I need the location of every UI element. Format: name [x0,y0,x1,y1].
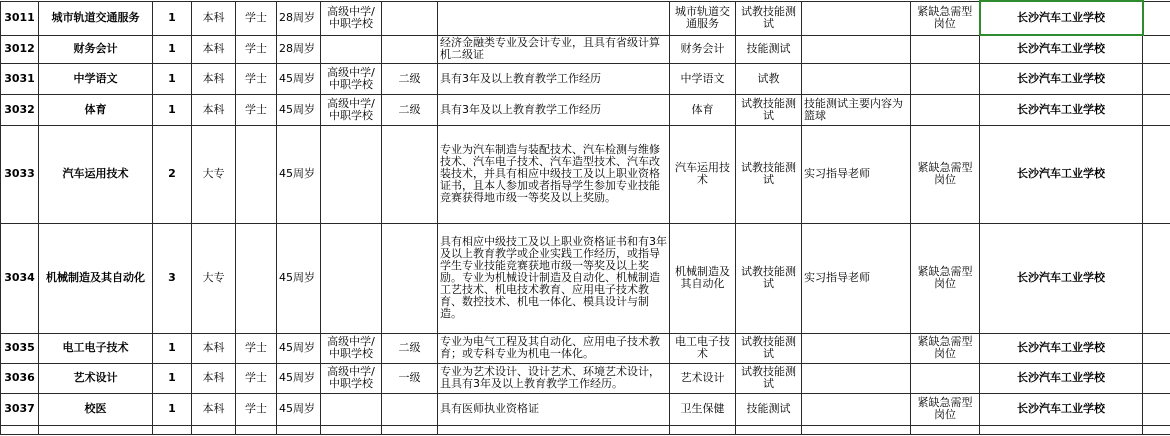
cell-post[interactable]: 艺术设计 [39,363,153,393]
cell-age[interactable]: 45周岁 [277,333,321,363]
cell-empty[interactable] [153,425,192,434]
cell-empty[interactable] [1,425,39,434]
cell-title[interactable] [382,1,438,35]
cell-empty[interactable] [1143,425,1170,434]
cell-code[interactable]: 3034 [1,223,39,333]
cell-empty[interactable] [1143,223,1170,333]
cell-empty[interactable] [1143,35,1170,63]
cell-exam[interactable]: 试教技能测试 [736,333,802,363]
cell-age[interactable]: 28周岁 [277,35,321,63]
cell-requirement[interactable]: 具有3年及以上教育教学工作经历 [438,63,670,94]
cell-education[interactable]: 本科 [192,35,236,63]
cell-age[interactable]: 45周岁 [277,94,321,125]
cell-remark[interactable]: 技能测试主要内容为篮球 [802,94,911,125]
cell-major[interactable]: 体育 [670,94,736,125]
cell-count[interactable]: 1 [153,393,192,425]
cell-education[interactable]: 本科 [192,63,236,94]
cell-category[interactable]: 紧缺急需型岗位 [911,1,980,35]
cell-major[interactable]: 城市轨道交通服务 [670,1,736,35]
cell-title[interactable]: 一级 [382,363,438,393]
cell-code[interactable]: 3012 [1,35,39,63]
cell-school[interactable]: 长沙汽车工业学校 [980,333,1143,363]
cell-code[interactable]: 3033 [1,125,39,223]
table-row [1,125,1170,223]
cell-title[interactable]: 二级 [382,94,438,125]
cell-empty[interactable] [1143,1,1170,35]
cell-major[interactable]: 艺术设计 [670,363,736,393]
cell-education[interactable]: 本科 [192,393,236,425]
cell-count[interactable]: 1 [153,35,192,63]
table-row [1,393,1170,425]
cell-empty[interactable] [382,425,438,434]
cell-exam[interactable]: 试教技能测试 [736,223,802,333]
cell-empty[interactable] [277,425,321,434]
cell-remark[interactable] [802,363,911,393]
cell-category[interactable]: 紧缺急需型岗位 [911,393,980,425]
cell-remark[interactable] [802,1,911,35]
cell-requirement[interactable]: 专业为艺术设计、设计艺术、环境艺术设计，且具有3年及以上教育教学工作经历。 [438,363,670,393]
cell-title[interactable] [382,393,438,425]
cell-empty[interactable] [670,425,736,434]
cell-empty[interactable] [1143,393,1170,425]
cell-category[interactable]: 紧缺急需型岗位 [911,125,980,223]
cell-requirement[interactable]: 专业为电气工程及其自动化、应用电子技术教育；或专科专业为机电一体化。 [438,333,670,363]
cell-post[interactable]: 城市轨道交通服务 [39,1,153,35]
table-row [1,333,1170,363]
cell-category[interactable] [911,94,980,125]
cell-exam[interactable]: 技能测试 [736,393,802,425]
cell-school[interactable]: 长沙汽车工业学校 [980,63,1143,94]
cell-post[interactable]: 体育 [39,94,153,125]
table-row [1,1,1170,35]
cell-post[interactable]: 汽车运用技术 [39,125,153,223]
cell-count[interactable]: 3 [153,223,192,333]
cell-code[interactable]: 3036 [1,363,39,393]
cell-major[interactable]: 汽车运用技术 [670,125,736,223]
cell-empty[interactable] [911,425,980,434]
cell-education[interactable]: 本科 [192,94,236,125]
cell-requirement[interactable]: 专业为汽车制造与装配技术、汽车检测与维修技术、汽车电子技术、汽车造型技术、汽车改装技术，并具有相应中级技工及以上职业资格证书，且本人参加或者指导学生参加专业技能竞赛获得地市级一等奖及以上奖励。 [438,125,670,223]
cell-post[interactable]: 机械制造及其自动化 [39,223,153,333]
table-row [1,35,1170,63]
cell-exam[interactable]: 试教技能测试 [736,125,802,223]
cell-code[interactable]: 3037 [1,393,39,425]
cell-requirement[interactable]: 具有医师执业资格证 [438,393,670,425]
cell-qualification[interactable]: 高级中学/中职学校 [321,1,382,35]
cell-exam[interactable]: 试教技能测试 [736,94,802,125]
cell-requirement[interactable]: 具有3年及以上教育教学工作经历 [438,94,670,125]
cell-count[interactable]: 2 [153,125,192,223]
cell-exam[interactable]: 试教技能测试 [736,1,802,35]
cell-degree[interactable]: 学士 [236,393,277,425]
cell-empty[interactable] [980,425,1143,434]
cell-category[interactable] [911,63,980,94]
cell-category[interactable]: 紧缺急需型岗位 [911,223,980,333]
cell-count[interactable]: 1 [153,1,192,35]
cell-qualification[interactable] [321,393,382,425]
cell-school[interactable]: 长沙汽车工业学校 [980,393,1143,425]
cell-count[interactable]: 1 [153,94,192,125]
cell-degree[interactable]: 学士 [236,1,277,35]
cell-code[interactable]: 3011 [1,1,39,35]
cell-empty[interactable] [1143,63,1170,94]
cell-education[interactable]: 本科 [192,333,236,363]
cell-age[interactable]: 45周岁 [277,125,321,223]
cell-empty[interactable] [1143,125,1170,223]
cell-title[interactable] [382,35,438,63]
cell-school[interactable]: 长沙汽车工业学校 [980,363,1143,393]
cell-empty[interactable] [438,425,670,434]
cell-count[interactable]: 1 [153,363,192,393]
cell-education[interactable]: 本科 [192,363,236,393]
cell-degree[interactable] [236,223,277,333]
cell-code[interactable]: 3031 [1,63,39,94]
table-row [1,363,1170,393]
cell-school[interactable]: 长沙汽车工业学校 [980,1,1143,35]
cell-empty[interactable] [1143,363,1170,393]
cell-major[interactable]: 电工电子技术 [670,333,736,363]
cell-exam[interactable]: 试教 [736,63,802,94]
cell-count[interactable]: 1 [153,63,192,94]
cell-remark[interactable] [802,333,911,363]
cell-empty[interactable] [1143,94,1170,125]
cell-post[interactable]: 中学语文 [39,63,153,94]
cell-education[interactable]: 大专 [192,223,236,333]
cell-requirement[interactable]: 具有相应中级技工及以上职业资格证书和有3年及以上教育教学或企业实践工作经历，或指导学生专业技能竞赛获地市级一等奖及以上奖励。专业为机械设计制造及自动化、机械制造工艺技术、机电技术教育、应用电子技术教育、数控技术、机电一体化、模具设计与制造。 [438,223,670,333]
cell-remark[interactable]: 实习指导老师 [802,223,911,333]
cell-school[interactable]: 长沙汽车工业学校 [980,35,1143,63]
cell-qualification[interactable]: 高级中学/中职学校 [321,363,382,393]
cell-major[interactable]: 中学语文 [670,63,736,94]
cell-qualification[interactable]: 高级中学/中职学校 [321,333,382,363]
cell-degree[interactable] [236,125,277,223]
cell-qualification[interactable] [321,125,382,223]
cell-remark[interactable]: 实习指导老师 [802,125,911,223]
cell-empty[interactable] [236,425,277,434]
cell-school[interactable]: 长沙汽车工业学校 [980,125,1143,223]
cell-remark[interactable] [802,393,911,425]
cell-title[interactable] [382,125,438,223]
cell-post[interactable]: 校医 [39,393,153,425]
cell-empty[interactable] [1143,333,1170,363]
table-row [1,223,1170,333]
cell-qualification[interactable] [321,35,382,63]
cell-age[interactable]: 45周岁 [277,363,321,393]
cell-degree[interactable]: 学士 [236,94,277,125]
cell-degree[interactable]: 学士 [236,363,277,393]
cell-title[interactable] [382,223,438,333]
cell-exam[interactable]: 试教技能测试 [736,363,802,393]
cell-age[interactable]: 45周岁 [277,223,321,333]
cell-remark[interactable] [802,35,911,63]
cell-qualification[interactable]: 高级中学/中职学校 [321,94,382,125]
cell-degree[interactable]: 学士 [236,35,277,63]
cell-exam[interactable]: 技能测试 [736,35,802,63]
cell-education[interactable]: 本科 [192,1,236,35]
cell-category[interactable] [911,35,980,63]
cell-education[interactable]: 大专 [192,125,236,223]
table-row-partial [1,425,1170,434]
cell-age[interactable]: 45周岁 [277,393,321,425]
cell-category[interactable]: 紧缺急需型岗位 [911,333,980,363]
cell-empty[interactable] [321,425,382,434]
table-row [1,63,1170,94]
cell-post[interactable]: 财务会计 [39,35,153,63]
cell-empty[interactable] [39,425,153,434]
cell-category[interactable] [911,363,980,393]
cell-code[interactable]: 3035 [1,333,39,363]
cell-count[interactable]: 1 [153,333,192,363]
cell-age[interactable]: 28周岁 [277,1,321,35]
cell-degree[interactable]: 学士 [236,63,277,94]
cell-title[interactable]: 二级 [382,63,438,94]
cell-empty[interactable] [736,425,802,434]
cell-requirement[interactable]: 经济金融类专业及会计专业，且具有省级计算机二级证 [438,35,670,63]
cell-post[interactable]: 电工电子技术 [39,333,153,363]
cell-empty[interactable] [802,425,911,434]
cell-age[interactable]: 45周岁 [277,63,321,94]
cell-major[interactable]: 卫生保健 [670,393,736,425]
cell-requirement[interactable] [438,1,670,35]
cell-empty[interactable] [192,425,236,434]
table-row [1,94,1170,125]
cell-degree[interactable]: 学士 [236,333,277,363]
cell-title[interactable]: 二级 [382,333,438,363]
cell-remark[interactable] [802,63,911,94]
cell-school[interactable]: 长沙汽车工业学校 [980,223,1143,333]
cell-code[interactable]: 3032 [1,94,39,125]
cell-major[interactable]: 财务会计 [670,35,736,63]
cell-school[interactable]: 长沙汽车工业学校 [980,94,1143,125]
cell-major[interactable]: 机械制造及其自动化 [670,223,736,333]
cell-qualification[interactable]: 高级中学/中职学校 [321,63,382,94]
cell-qualification[interactable] [321,223,382,333]
